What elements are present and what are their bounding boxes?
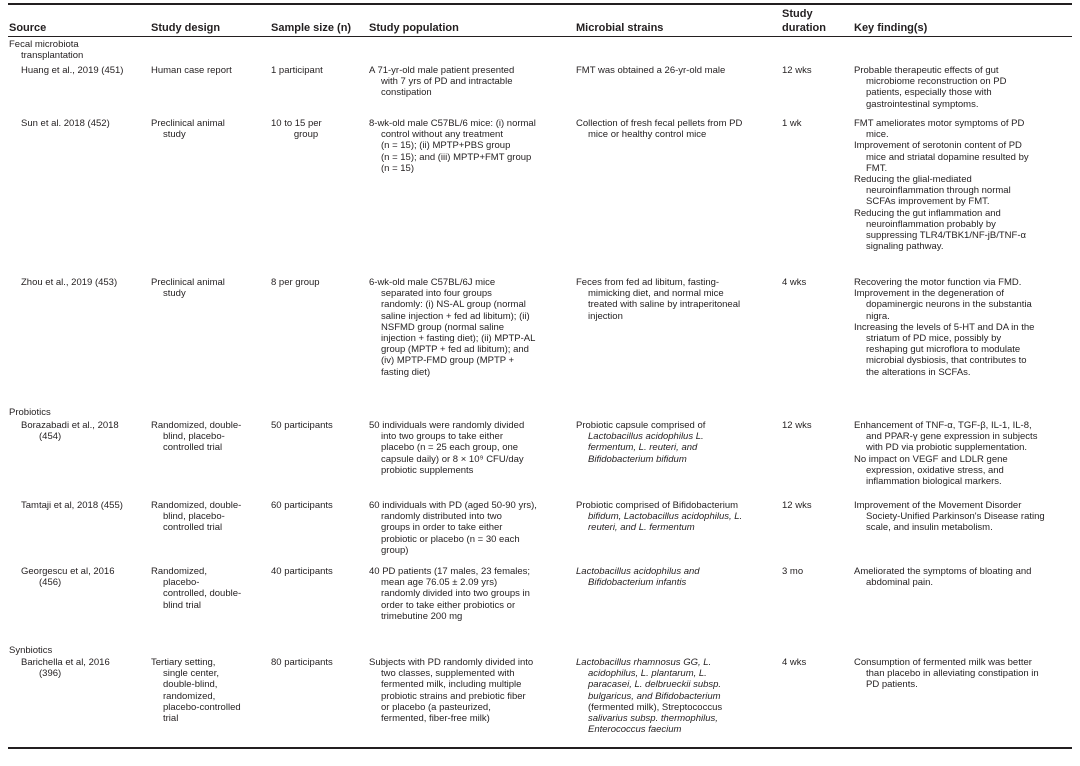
row-design xyxy=(151,277,263,299)
finding-item xyxy=(854,208,1072,253)
row-findings xyxy=(854,420,1072,487)
design-line: Tertiary setting, xyxy=(151,657,216,668)
header-population: Study population xyxy=(369,22,459,34)
row-population xyxy=(369,566,565,622)
design-line: Preclinical animal xyxy=(151,118,225,129)
finding-line: scale, and insulin metabolism. xyxy=(866,522,993,534)
row-duration: 4 wks xyxy=(782,657,807,668)
population-line: 8-wk-old male C57BL/6 mice: (i) normal xyxy=(369,118,536,129)
sample-line: 10 to 15 per xyxy=(271,118,322,129)
row-duration: 12 wks xyxy=(782,500,812,511)
strains-para xyxy=(576,277,774,322)
strains-line: Lactobacillus acidophilus L. xyxy=(588,431,704,443)
section-fmt-line2: transplantation xyxy=(21,50,84,62)
strains-line: reuteri, and L. fermentum xyxy=(588,522,695,534)
strains-line: bulgaricus, and Bifidobacterium xyxy=(588,690,721,702)
source-line: (396) xyxy=(39,668,62,680)
design-para xyxy=(151,420,263,454)
population-line: with 7 yrs of PD and intractable xyxy=(381,76,513,88)
strains-line: Probiotic comprised of Bifidobacterium xyxy=(576,500,739,511)
population-para xyxy=(369,277,565,378)
population-line: placebo (n = 25 each group, one xyxy=(381,442,519,454)
finding-line: Improvement of the Movement Disorder xyxy=(854,500,1022,511)
population-line: fasting diet) xyxy=(381,366,431,378)
design-para xyxy=(151,566,263,611)
population-line: trimebutine 200 mg xyxy=(381,610,463,622)
row-findings xyxy=(854,118,1072,252)
row-findings xyxy=(854,65,1072,110)
section-synbiotics: Synbiotics xyxy=(9,645,53,656)
population-para xyxy=(369,500,565,556)
design-para xyxy=(151,277,263,299)
finding-item xyxy=(854,566,1072,588)
row-duration: 3 mo xyxy=(782,566,804,577)
source-text: Huang et al., 2019 (451) xyxy=(21,65,124,76)
population-line: probiotic strains and prebiotic fiber xyxy=(381,690,526,702)
row-findings xyxy=(854,500,1072,534)
header-findings: Key finding(s) xyxy=(854,22,928,34)
row-sample xyxy=(271,657,361,668)
finding-item xyxy=(854,454,1072,488)
population-line: groups in order to take either xyxy=(381,522,503,534)
strains-line: Feces from fed ad libitum, fasting- xyxy=(576,277,720,288)
population-para xyxy=(369,657,565,724)
finding-line: signaling pathway. xyxy=(866,241,944,253)
section-fmt xyxy=(9,39,83,61)
finding-line: Society-Unified Parkinson's Disease rating xyxy=(866,511,1045,523)
sample-text: 8 per group xyxy=(271,277,320,288)
strains-line: Collection of fresh fecal pellets from PD xyxy=(576,118,743,129)
finding-line: than placebo in alleviating constipation in xyxy=(866,668,1039,680)
row-source xyxy=(9,65,141,76)
strains-line: Enterococcus faecium xyxy=(588,724,682,736)
strains-line: Bifidobacterium bifidum xyxy=(588,453,687,465)
population-line: A 71-yr-old male patient presented xyxy=(369,65,515,76)
finding-line: No impact on VEGF and LDLR gene xyxy=(854,453,1008,465)
strains-line: (fermented milk), Streptococcus xyxy=(588,701,723,713)
row-duration: 1 wk xyxy=(782,118,802,129)
finding-item xyxy=(854,140,1072,174)
design-line: Randomized, double- xyxy=(151,420,242,431)
design-line: placebo- xyxy=(163,577,200,589)
population-line: saline injection + fed ad libitum); (ii) xyxy=(381,310,530,322)
source-line: Barichella et al, 2016 xyxy=(21,657,110,668)
finding-item xyxy=(854,174,1072,208)
row-population xyxy=(369,65,565,99)
finding-item xyxy=(854,65,1072,110)
strains-line: treated with saline by intraperitoneal xyxy=(588,299,741,311)
finding-line: Reducing the glial-mediated xyxy=(854,174,972,186)
row-design xyxy=(151,420,263,454)
header-sample: Sample size (n) xyxy=(271,22,352,34)
section-fmt-line1: Fecal microbiota xyxy=(9,39,79,50)
strains-line: Lactobacillus acidophilus and xyxy=(576,566,700,577)
population-line: (iv) MPTP-FMD group (MPTP + xyxy=(381,355,515,367)
design-para xyxy=(151,657,263,724)
population-line: randomly distributed into two xyxy=(381,511,502,523)
design-line: single center, xyxy=(163,668,219,680)
row-sample xyxy=(271,566,361,577)
design-line: blind, placebo- xyxy=(163,511,225,523)
finding-line: abdominal pain. xyxy=(866,577,934,589)
row-population xyxy=(369,657,565,724)
finding-line: microbiome reconstruction on PD xyxy=(866,76,1007,88)
population-line: group (MPTP + fed ad libitum); and xyxy=(381,344,529,356)
source-text: Zhou et al., 2019 (453) xyxy=(21,277,118,288)
source-line: Borazabadi et al., 2018 xyxy=(21,420,119,431)
population-line: mean age 76.05 ± 2.09 yrs) xyxy=(381,577,498,589)
row-findings xyxy=(854,657,1072,691)
row-strains xyxy=(576,566,774,588)
finding-line: Reducing the gut inflammation and xyxy=(854,207,1001,219)
population-line: 50 individuals were randomly divided xyxy=(369,420,525,431)
finding-line: Probable therapeutic effects of gut xyxy=(854,65,999,76)
population-para xyxy=(369,118,565,174)
strains-line: Lactobacillus rhamnosus GG, L. xyxy=(576,657,712,668)
design-line: study xyxy=(163,288,186,300)
strains-line: fermentum, L. reuteri, and xyxy=(588,442,698,454)
source-line: Georgescu et al, 2016 xyxy=(21,566,115,577)
population-line: separated into four groups xyxy=(381,288,492,300)
sample-text: 1 participant xyxy=(271,65,323,76)
top-rule xyxy=(8,3,1072,5)
row-population xyxy=(369,500,565,556)
design-line: blind, placebo- xyxy=(163,431,225,443)
design-para xyxy=(151,500,263,534)
row-source xyxy=(9,118,141,129)
bottom-rule xyxy=(8,747,1072,749)
finding-line: mice. xyxy=(866,129,889,141)
design-line: controlled, double- xyxy=(163,588,242,600)
population-line: constipation xyxy=(381,87,432,99)
row-population xyxy=(369,420,565,476)
row-source xyxy=(9,500,141,511)
design-line: placebo-controlled xyxy=(163,701,241,713)
finding-line: neuroinflammation probably by xyxy=(866,218,996,230)
strains-para xyxy=(576,118,774,140)
design-line: controlled trial xyxy=(163,522,223,534)
finding-line: Ameliorated the symptoms of bloating and xyxy=(854,566,1032,577)
row-source xyxy=(9,420,141,442)
finding-line: Consumption of fermented milk was better xyxy=(854,657,1032,668)
source-text: Tamtaji et al, 2018 (455) xyxy=(21,500,123,511)
sample-text: 80 participants xyxy=(271,657,333,668)
source-line: (456) xyxy=(39,577,62,589)
finding-line: patients, especially those with xyxy=(866,87,992,99)
strains-line: Bifidobacterium infantis xyxy=(588,577,687,589)
row-sample xyxy=(271,500,361,511)
finding-line: neuroinflammation through normal xyxy=(866,185,1011,197)
header-strains: Microbial strains xyxy=(576,22,664,34)
design-line: Randomized, xyxy=(151,566,207,577)
finding-item xyxy=(854,322,1072,378)
population-line: fermented, fiber-free milk) xyxy=(381,713,490,725)
finding-line: Improvement in the degeneration of xyxy=(854,288,1004,300)
design-line: double-blind, xyxy=(163,679,218,691)
design-line: Preclinical animal xyxy=(151,277,225,288)
design-line: controlled trial xyxy=(163,442,223,454)
source-line: (454) xyxy=(39,431,62,443)
header-design: Study design xyxy=(151,22,221,34)
population-line: Subjects with PD randomly divided into xyxy=(369,657,534,668)
finding-line: and PPAR-γ gene expression in subjects xyxy=(866,431,1038,443)
row-duration: 12 wks xyxy=(782,65,812,76)
row-strains xyxy=(576,277,774,322)
row-design xyxy=(151,65,263,76)
row-findings xyxy=(854,566,1072,588)
row-duration: 4 wks xyxy=(782,277,807,288)
row-design xyxy=(151,500,263,534)
sample-text: 40 participants xyxy=(271,566,333,577)
row-strains xyxy=(576,500,774,534)
population-line: into two groups to take either xyxy=(381,431,503,443)
design-line: randomized, xyxy=(163,690,216,702)
finding-line: gastrointestinal symptoms. xyxy=(866,98,979,110)
row-strains xyxy=(576,657,774,735)
finding-line: Improvement of serotonin content of PD xyxy=(854,140,1022,152)
population-line: injection + fasting diet); (ii) MPTP-AL xyxy=(381,333,536,345)
strains-para xyxy=(576,566,774,588)
finding-line: microbial dysbiosis, that contributes to xyxy=(866,355,1027,367)
design-line: blind trial xyxy=(163,599,202,611)
row-design xyxy=(151,118,263,140)
population-line: (n = 15); and (iii) MPTP+FMT group xyxy=(381,151,532,163)
population-line: or placebo (a pasteurized, xyxy=(381,701,491,713)
finding-line: Increasing the levels of 5-HT and DA in the xyxy=(854,321,1035,333)
row-sample xyxy=(271,420,361,431)
finding-line: SCFAs improvement by FMT. xyxy=(866,196,990,208)
row-sample xyxy=(271,65,361,76)
row-source xyxy=(9,657,141,679)
population-line: NSFMD group (normal saline xyxy=(381,321,505,333)
population-line: randomly: (i) NS-AL group (normal xyxy=(381,299,526,311)
row-strains xyxy=(576,420,774,465)
finding-item xyxy=(854,277,1072,288)
strains-para xyxy=(576,657,774,735)
population-para xyxy=(369,420,565,476)
source-text: Sun et al. 2018 (452) xyxy=(21,118,110,129)
finding-item xyxy=(854,118,1072,140)
design-line: study xyxy=(163,129,186,141)
population-line: group) xyxy=(381,544,409,556)
population-line: capsule daily) or 8 × 10⁹ CFU/day xyxy=(381,453,524,465)
finding-item xyxy=(854,657,1072,691)
finding-line: Enhancement of TNF-α, TGF-β, IL-1, IL-8, xyxy=(854,420,1032,431)
sample-line: group xyxy=(293,129,319,141)
population-line: control without any treatment xyxy=(381,129,503,141)
finding-line: with PD via probiotic supplementation. xyxy=(866,442,1028,454)
population-line: (n = 15) xyxy=(381,162,415,174)
population-line: 60 individuals with PD (aged 50-90 yrs), xyxy=(369,500,537,511)
header-rule xyxy=(8,36,1072,37)
row-population xyxy=(369,277,565,378)
finding-item xyxy=(854,420,1072,454)
design-line: Randomized, double- xyxy=(151,500,242,511)
row-sample xyxy=(271,118,341,140)
finding-line: PD patients. xyxy=(866,679,918,691)
row-design xyxy=(151,566,263,611)
row-duration: 12 wks xyxy=(782,420,812,431)
section-probiotics: Probiotics xyxy=(9,407,51,418)
finding-line: reshaping gut microflora to modulate xyxy=(866,344,1021,356)
finding-line: inflammation biological markers. xyxy=(866,476,1002,488)
population-line: two classes, supplemented with xyxy=(381,668,515,680)
population-para xyxy=(369,65,565,99)
strains-line: mimicking diet, and normal mice xyxy=(588,288,724,300)
finding-line: FMT ameliorates motor symptoms of PD xyxy=(854,118,1025,129)
finding-line: suppressing TLR4/TBK1/NF-jB/TNF-α xyxy=(866,230,1026,242)
strains-line: Probiotic capsule comprised of xyxy=(576,420,706,431)
strains-line: paracasei, L. delbrueckii subsp. xyxy=(588,679,722,691)
strains-line: acidophilus, L. plantarum, L. xyxy=(588,668,707,680)
row-findings xyxy=(854,277,1072,378)
population-line: probiotic supplements xyxy=(381,464,474,476)
strains-line: salivarius subsp. thermophilus, xyxy=(588,713,718,725)
population-line: randomly divided into two groups in xyxy=(381,588,530,600)
population-line: 40 PD patients (17 males, 23 females; xyxy=(369,566,531,577)
strains-para xyxy=(576,500,774,534)
finding-line: the alterations in SCFAs. xyxy=(866,366,971,378)
strains-line: injection xyxy=(588,310,623,322)
sample-text: 60 participants xyxy=(271,500,333,511)
finding-line: striatum of PD mice, possibly by xyxy=(866,333,1002,345)
population-line: fermented milk, including multiple xyxy=(381,679,522,691)
finding-item xyxy=(854,500,1072,534)
population-para xyxy=(369,566,565,622)
row-sample xyxy=(271,277,361,288)
strains-para xyxy=(576,420,774,465)
finding-line: FMT. xyxy=(866,162,888,174)
row-strains xyxy=(576,65,774,76)
finding-line: mice and striatal dopamine resulted by xyxy=(866,151,1029,163)
population-line: 6-wk-old male C57BL/6J mice xyxy=(369,277,496,288)
population-line: order to take either probiotics or xyxy=(381,599,516,611)
header-duration-line2: duration xyxy=(782,22,826,34)
row-design xyxy=(151,657,263,724)
sample-text: 50 participants xyxy=(271,420,333,431)
population-line: probiotic or placebo (n = 30 each xyxy=(381,533,520,545)
finding-line: nigra. xyxy=(866,310,890,322)
design-text: Human case report xyxy=(151,65,232,76)
row-population xyxy=(369,118,565,174)
finding-line: dopaminergic neurons in the substantia xyxy=(866,299,1032,311)
row-source xyxy=(9,277,141,288)
population-line: (n = 15); (ii) MPTP+PBS group xyxy=(381,140,511,152)
design-line: trial xyxy=(163,713,179,725)
header-duration-line1: Study xyxy=(782,8,813,20)
design-para xyxy=(151,118,263,140)
finding-line: expression, oxidative stress, and xyxy=(866,464,1004,476)
strains-line: mice or healthy control mice xyxy=(588,129,707,141)
strains-text: FMT was obtained a 26-yr-old male xyxy=(576,65,726,76)
finding-item xyxy=(854,288,1072,322)
header-source: Source xyxy=(9,22,47,34)
finding-line: Recovering the motor function via FMD. xyxy=(854,277,1022,288)
row-source xyxy=(9,566,141,588)
strains-line: bifidum, Lactobacillus acidophilus, L. xyxy=(588,511,743,523)
row-strains xyxy=(576,118,774,140)
